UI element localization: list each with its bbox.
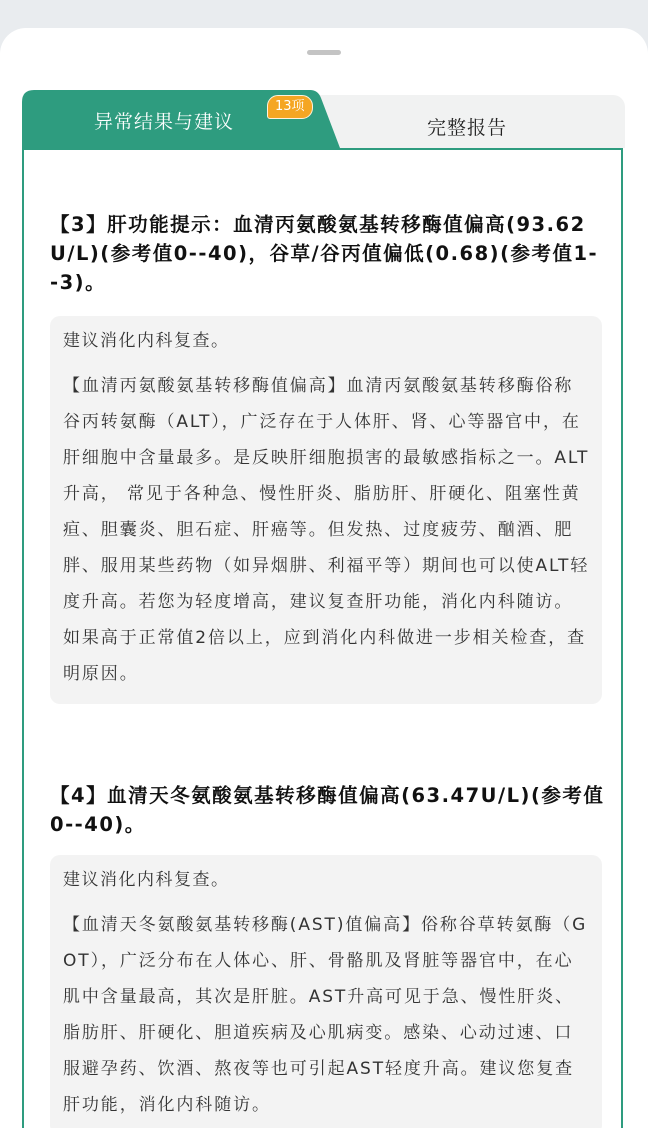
finding-title: 【3】肝功能提示：血清丙氨酸氨基转移酶值偏高(93.62U/L)(参考值0--40)，谷草/谷丙值偏低(0.68)(参考值1--3)。 [50, 213, 599, 294]
explanation-text: 【血清丙氨酸氨基转移酶值偏高】血清丙氨酸氨基转移酶俗称谷丙转氨酶（ALT），广泛存在于人体肝、肾、心等器官中，在肝细胞中含量最多。是反映肝细胞损害的最敏感指标之一。ALT升高， 常见于各种急、慢性肝炎、脂肪肝、肝硬化、阻塞性黄疸、胆囊炎、胆石症、肝癌等。但发热、过度疲劳、酗酒、肥胖、服用某些药物（如异烟肼、利福平等）期间也可以使ALT轻度升高。若您为轻度增高，建议复查肝功能，消化内科随访。如果高于正常值2倍以上，应到消化内科做进一步相关检查，查明原因。 [63, 376, 590, 684]
finding-3 [50, 210, 606, 297]
count-badge: 13项 [267, 95, 313, 119]
tab-bar [22, 90, 625, 148]
results-panel [22, 148, 623, 1128]
advice-text: 建议消化内科复查。 [63, 870, 230, 890]
explanation-text: 【血清天冬氨酸氨基转移酶(AST)值偏高】俗称谷草转氨酶（GOT），广泛分布在人体心、肝、骨骼肌及肾脏等器官中，在心肌中含量最高，其次是肝脏。AST升高可见于急、慢性肝炎、脂肪肝、肝硬化、胆道疾病及心肌病变。感染、心动过速、口服避孕药、饮酒、熬夜等也可引起AST轻度升高。建议您复查肝功能，消化内科随访。 [63, 915, 588, 1115]
advice-card [50, 855, 602, 1128]
tab-abnormal-results-label: 异常结果与建议 [94, 111, 235, 133]
finding-4 [50, 781, 606, 839]
report-sheet [0, 28, 648, 1128]
tab-full-report-label: 完整报告 [426, 117, 507, 139]
drag-handle[interactable] [307, 50, 341, 55]
advice-card [50, 316, 602, 704]
tab-abnormal-results[interactable] [22, 90, 340, 148]
finding-title: 【4】血清天冬氨酸氨基转移酶值偏高(63.47U/L)(参考值0--40)。 [50, 784, 605, 836]
advice-text: 建议消化内科复查。 [63, 331, 230, 351]
